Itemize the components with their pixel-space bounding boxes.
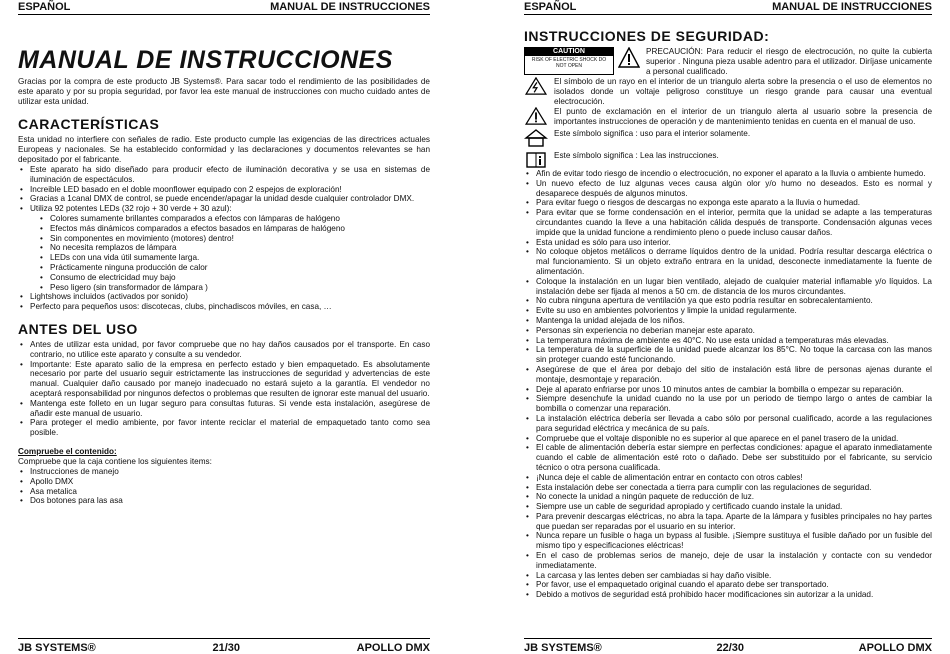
list-item: • Asegúrese de que el área por debajo del sitio de instalación está libre de personas ajenas durante el montaje, desmontaje y reparación. (524, 365, 932, 385)
intro-paragraph: Gracias por la compra de este producto JB Systems®. Para sacar todo el rendimiento de las posibilidades de este aparato y por su propia seguridad, por favor lea este manual de instrucciones con mucho cuidado antes de utilizar esta unidad. (18, 77, 430, 106)
footer-page-number: 22/30 (716, 642, 744, 654)
list-item: • La carcasa y las lentes deben ser cambiadas si hay daño visible. (524, 571, 932, 581)
footer-product: APOLLO DMX (356, 642, 430, 654)
page-header (524, 0, 932, 15)
header-title: MANUAL DE INSTRUCCIONES (772, 1, 932, 13)
page-footer (524, 638, 932, 654)
list-item: • La instalación eléctrica debería ser llevada a cabo sólo por personal cualificado, acorde a las regulaciones para seguridad eléctrica y mecánica de su país. (524, 414, 932, 434)
lightning-block (524, 77, 932, 107)
list-item: • Evite su uso en ambientes polvorientos y limpie la unidad regularmente. (524, 306, 932, 316)
list-item: • Esta instalación debe ser conectada a tierra para cumplir con las regulaciones de seguridad. (524, 483, 932, 493)
caution-block (524, 47, 932, 77)
list-item: • La temperatura máxima de ambiente es 40°C. No use esta unidad a temperaturas más elevadas. (524, 336, 932, 346)
list-item: • Para proteger el medio ambiente, por favor intente reciclar el material de empaquetado tanto como sea posible. (18, 418, 430, 438)
page-right (524, 0, 932, 654)
list-item: • No cubra ninguna apertura de ventilación ya que esto podría resultar en sobrecalentamiento. (524, 296, 932, 306)
list-item: • Apollo DMX (18, 477, 430, 487)
footer-brand: JB SYSTEMS® (524, 642, 602, 654)
list-item: • Personas sin experiencia no deberian manejar este aparato. (524, 326, 932, 336)
read-text: Este símbolo significa : Lea las instrucciones. (554, 151, 719, 160)
list-item: • Increible LED basado en el doble moonflower equipado con 2 espejos de exploración! (18, 185, 430, 195)
list-item: • Deje al aparato enfriarse por unos 10 minutos antes de cambiar la bombilla o empezar su reparación. (524, 385, 932, 395)
list-item: • Para evitar fuego o riesgos de descargas no exponga este aparato a la lluvia o humedad. (524, 198, 932, 208)
header-language: ESPAÑOL (18, 1, 71, 13)
list-item: • Mantenga este folleto en un lugar seguro para consultas futuras. Si vende esta instalación, asegúrese de añadir este manual de usuario. (18, 399, 430, 419)
list-item: • Por favor, use el empaquetado original cuando el aparato debe ser transportado. (524, 580, 932, 590)
list-item: • Coloque la instalación en un lugar bien ventilado, alejado de cualquier material inflamable y/o líquidos. La instalación debe ser fijada al menos a 50 cm. de distancia de los muros circundantes. (524, 277, 932, 297)
lightning-triangle-icon (524, 77, 548, 95)
warning-triangle-icon (618, 47, 640, 69)
list-item: • Lightshows incluidos (activados por sonido) (18, 292, 430, 302)
safety-list (524, 169, 932, 600)
list-item: • Compruebe que el voltaje disponible no es superior al que aparece en el panel trasero de la unidad. (524, 434, 932, 444)
list-item: • Utiliza 92 potentes LEDs (32 rojo + 30 verde + 30 azul): (18, 204, 430, 214)
features-intro: Esta unidad no interfiere con señales de radio. Este producto cumple las exigencias de las directrices actuales Europeas y nacionales. Se ha establecido conformidad y las declaraciones y documentos relevantes se han depositado por el fabricante. (18, 135, 430, 164)
page-left (18, 0, 430, 654)
list-item: • Para evitar que se forme condensación en el interior, permita que la unidad se adapte a las temperaturas circundantes cuando la lleve a una habitación cálida después de transporte. Condensación algunas veces impide que la unidad funcione a rendimiento pleno o puede incluso causar daños. (524, 208, 932, 237)
list-item: • Esta unidad es sólo para uso interior. (524, 238, 932, 248)
list-item: • En el caso de problemas serios de manejo, deje de usar la instalación y contacte con su vendedor inmediatamente. (524, 551, 932, 571)
list-item: • No conecte la unidad a ningún paquete de reducción de luz. (524, 492, 932, 502)
list-item: • ¡Nunca deje el cable de alimentación entrar en contacto con otros cables! (524, 473, 932, 483)
list-item: • Siempre use un cable de seguridad apropiado y certificado cuando instale la unidad. (524, 502, 932, 512)
book-info-icon (524, 151, 548, 169)
list-item: • No coloque objetos metálicos o derrame líquidos dentro de la unidad. Podría resultar descarga eléctrica o mal funcionamiento. Si un objeto extraño entrara en la unidad, desconecte inmediatamente la fuente de alimentación. (524, 247, 932, 276)
footer-brand: JB SYSTEMS® (18, 642, 96, 654)
indoor-block (524, 129, 932, 147)
list-item: • Este aparato ha sido diseñado para producir efecto de iluminación decorativa y se usa en sistemas de iluminación de espectáculos. (18, 165, 430, 185)
list-item: • Asa metalica (18, 487, 430, 497)
header-language: ESPAÑOL (524, 1, 577, 13)
before-use-list (18, 340, 430, 438)
page-header (18, 0, 430, 15)
list-item: • Peso ligero (sin transformador de lámpara ) (18, 283, 430, 293)
list-item: • LEDs con una vida útil sumamente larga. (18, 253, 430, 263)
header-title: MANUAL DE INSTRUCCIONES (270, 1, 430, 13)
list-item: • Consumo de electricidad muy bajo (18, 273, 430, 283)
list-item: • Instrucciones de manejo (18, 467, 430, 477)
list-item: • Antes de utilizar esta unidad, por favor compruebe que no hay daños causados por el transporte. En caso contrario, no utilice este aparato y consulte a su vendedor. (18, 340, 430, 360)
exclamation-block (524, 107, 932, 127)
list-item: • Un nuevo efecto de luz algunas veces causa algún olor y/o humo no deseados. Esto es normal y desaparece después de algunos minutos. (524, 179, 932, 199)
list-item: • Colores sumamente brillantes comparados a efectos con lámparas de halógeno (18, 214, 430, 224)
exclamation-triangle-icon (524, 107, 548, 125)
contents-list (18, 467, 430, 506)
led-features-list (18, 214, 430, 292)
read-block (524, 151, 932, 169)
list-item: • Sin componentes en movimiento (motores) dentro! (18, 234, 430, 244)
list-item: • Dos botones para las asa (18, 496, 430, 506)
list-item: • Importante: Este aparato salio de la empresa en perfecto estado y bien empaquetado. Es absolutamente necesario por parte del usuario seguir estrictamente las instrucciones de seguridad y advertencias de este manual. Cualquier daño causado por manejo inadecuado no estará sujeto a la garantía. El vendedor no aceptará responsabilidad por ningunos defectos o problemas que resulten de ignorar este manual del usuario. (18, 360, 430, 399)
footer-page-number: 21/30 (212, 642, 240, 654)
features-list (18, 165, 430, 214)
list-item: • Mantenga la unidad alejada de los niños. (524, 316, 932, 326)
footer-product: APOLLO DMX (858, 642, 932, 654)
contents-heading: Compruebe el contenido: (18, 446, 117, 456)
manual-title: MANUAL DE INSTRUCCIONES (18, 46, 393, 74)
contents-intro: Compruebe que la caja contiene los siguientes items: (18, 456, 212, 466)
list-item: • Debido a motivos de seguridad está prohibido hacer modificaciones sin autorizar a la unidad. (524, 590, 932, 600)
list-item: • Efectos más dinámicos comparados a efectos basados en lámparas de halógeno (18, 224, 430, 234)
list-item: • Nunca repare un fusible o haga un bypass al fusible. ¡Siempre sustituya el fusible dañado por un fusible del mismo tipo y especificaciones eléctricas! (524, 531, 932, 551)
indoor-text: Este símbolo significa : uso para el interior solamente. (554, 129, 751, 138)
list-item: • Prácticamente ninguna producción de calor (18, 263, 430, 273)
safety-heading: INSTRUCCIONES DE SEGURIDAD: (524, 28, 770, 44)
features-more-list (18, 292, 430, 312)
list-item: • No necesita remplazos de lámpara (18, 243, 430, 253)
list-item: • El cable de alimentación debería estar siempre en perfectas condiciones: apague el aparato inmediatamente cuando el cable de alimentación esté roto o dañado. Debe ser substituido por el fabricante, su servicio técnico o otra persona cualificada. (524, 443, 932, 472)
list-item: • Para prevenir descargas eléctricas, no abra la tapa. Aparte de la lámpara y fusibles principales no hay partes que puedan ser reparadas por el usuario en su interior. (524, 512, 932, 532)
before-use-heading: ANTES DEL USO (18, 320, 138, 337)
features-heading: CARACTERÍSTICAS (18, 116, 160, 132)
page-footer (18, 638, 430, 654)
list-item: • Perfecto para pequeños usos: discotecas, clubs, pinchadiscos móviles, en casa, … (18, 302, 430, 312)
lightning-text: El símbolo de un rayo en el interior de un triangulo alerta sobre la presencia o el uso de elementos no isolados donde un voltaje peligroso constituye un riesgo grande para causar una eventual electrocución. (554, 77, 932, 106)
list-item: • La temperatura de la superficie de la unidad puede alcanzar los 85°C. No toque la carcasa con las manos sin proteger cuando esté funcionando. (524, 345, 932, 365)
caution-label-icon: CAUTION RISK OF ELECTRIC SHOCK DO NOT OPEN (524, 47, 614, 75)
caution-text: PRECAUCIÓN: Para reducir el riesgo de electrocución, no quite la cubierta superior . Ninguna pieza usable adentro para el utilizador. Diríjase unicamente a personal cualificado. (646, 47, 932, 76)
exclamation-text: El punto de exclamación en el interior de un triangulo alerta al usuario sobre la presencia de importantes instrucciones de operación y de mantenimiento tenidas en cuenta en el manual de uso. (554, 107, 932, 126)
house-icon (524, 129, 548, 147)
list-item: • Siempre desenchufe la unidad cuando no la use por un periodo de tiempo largo o antes de cambiar la bombilla o comenzar una reparación. (524, 394, 932, 414)
list-item: • Afin de evitar todo riesgo de incendio o electrocución, no exponer el aparato a la lluvia o ambiente humedo. (524, 169, 932, 179)
list-item: • Gracias a 1canal DMX de control, se puede encender/apagar la unidad desde cualquier controlador DMX. (18, 194, 430, 204)
